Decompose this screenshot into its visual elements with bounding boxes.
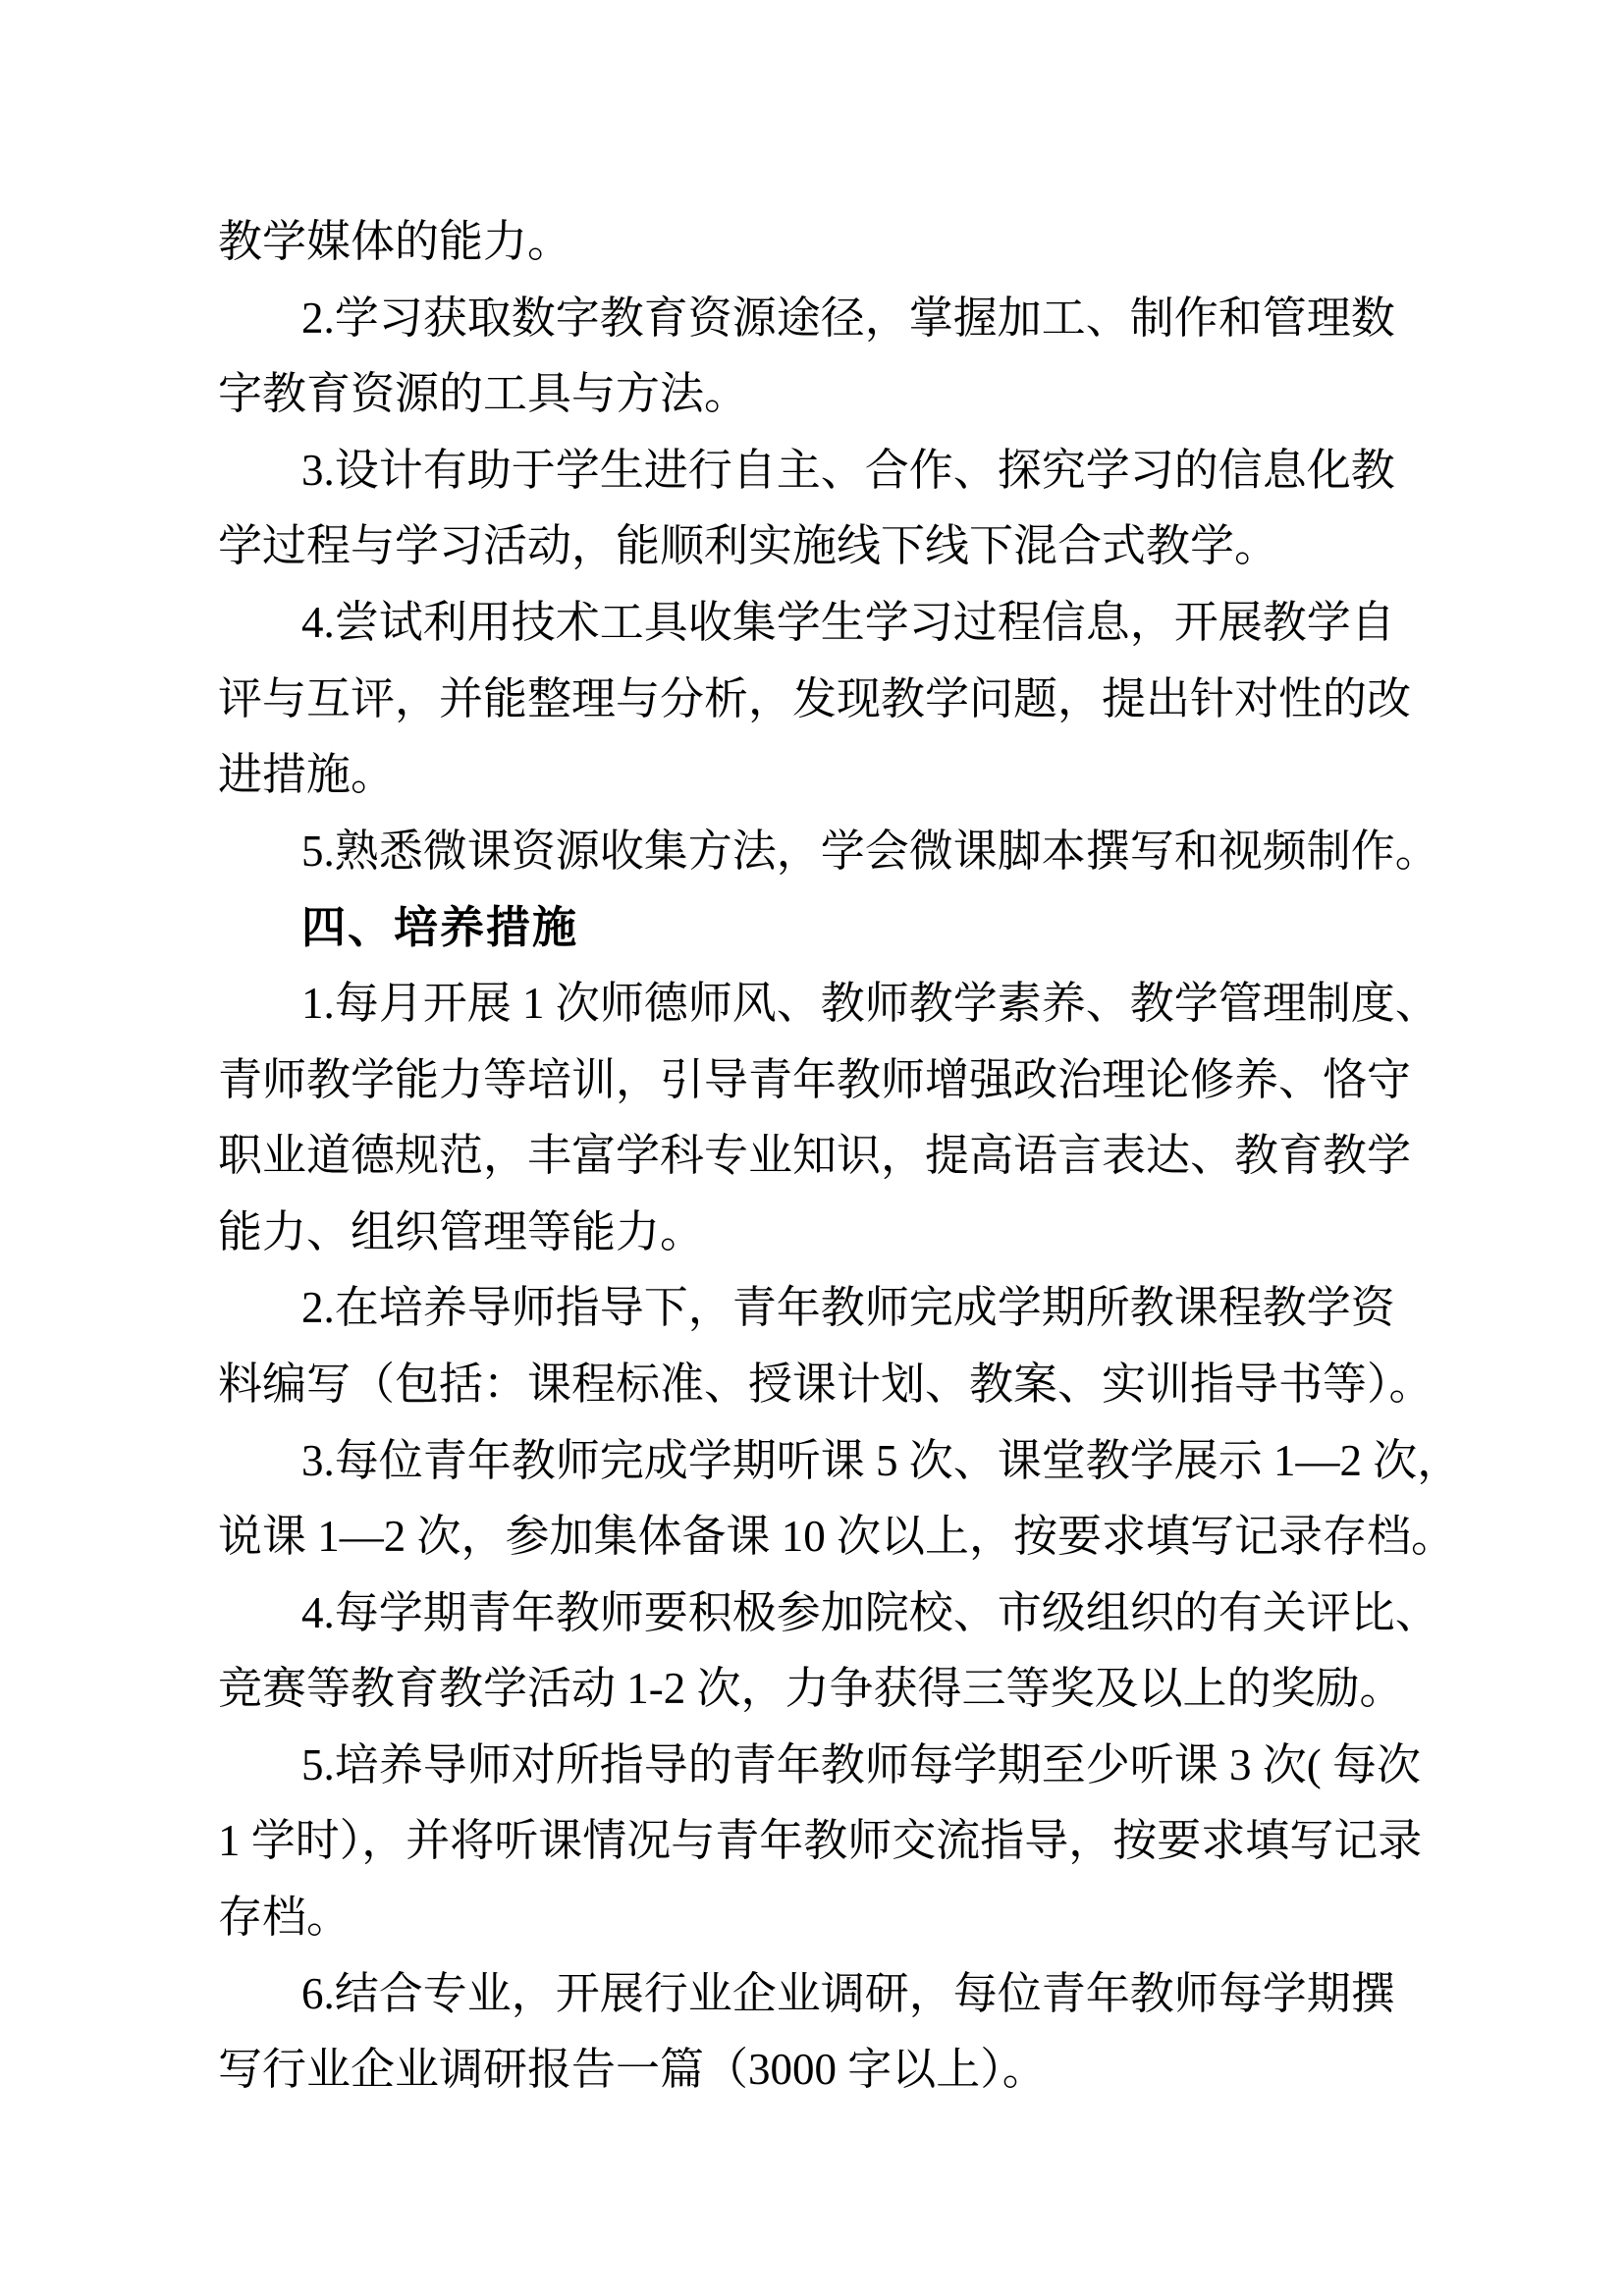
text-line: 2.在培养导师指导下，青年教师完成学期所教课程教学资 [301, 1283, 1395, 1333]
text-line: 4.每学期青年教师要积极参加院校、市级组织的有关评比、 [301, 1587, 1439, 1637]
text-line: 竞赛等教育教学活动 1-2 次，力争获得三等奖及以上的奖励。 [218, 1664, 1404, 1714]
text-line: 4.尝试利用技术工具收集学生学习过程信息，开展教学自 [301, 597, 1395, 647]
text-block [218, 204, 1462, 2109]
text-line: 能力、组织管理等能力。 [218, 1206, 705, 1256]
text-line: 学过程与学习活动，能顺利实施线下线下混合式教学。 [218, 521, 1279, 571]
text-line: 青师教学能力等培训，引导青年教师增强政治理论修养、恪守 [218, 1054, 1412, 1104]
text-line: 2.学习获取数字教育资源途径，掌握加工、制作和管理数 [301, 293, 1395, 343]
text-line: 3.设计有助于学生进行自主、合作、探究学习的信息化教 [301, 445, 1395, 495]
text-line: 说课 1—2 次，参加集体备课 10 次以上，按要求填写记录存档。 [218, 1512, 1456, 1562]
text-line: 1 学时），并将听课情况与青年教师交流指导，按要求填写记录 [218, 1816, 1423, 1866]
text-line: 5.熟悉微课资源收集方法，学会微课脚本撰写和视频制作。 [301, 826, 1439, 876]
text-line: 存档。 [218, 1893, 352, 1943]
text-line: 进措施。 [218, 750, 396, 800]
text-line: 字教育资源的工具与方法。 [218, 369, 749, 419]
text-line: 3.每位青年教师完成学期听课 5 次、课堂教学展示 1—2 次， [301, 1435, 1462, 1485]
text-line: 6.结合专业，开展行业企业调研，每位青年教师每学期撰 [301, 1968, 1395, 2018]
text-line: 1.每月开展 1 次师德师风、教师教学素养、教学管理制度、 [301, 978, 1439, 1028]
text-line: 料编写（包括：课程标准、授课计划、教案、实训指导书等）。 [218, 1359, 1434, 1409]
text-line: 写行业企业调研报告一篇（3000 字以上）。 [218, 2045, 1047, 2095]
text-line: 5.培养导师对所指导的青年教师每学期至少听课 3 次( 每次 [301, 1739, 1421, 1789]
text-line: 评与互评，并能整理与分析，发现教学问题，提出针对性的改 [218, 673, 1412, 723]
text-line: 职业道德规范，丰富学科专业知识，提高语言表达、教育教学 [218, 1131, 1412, 1181]
section-heading: 四、培养措施 [301, 902, 579, 953]
text-line: 教学媒体的能力。 [218, 217, 572, 266]
